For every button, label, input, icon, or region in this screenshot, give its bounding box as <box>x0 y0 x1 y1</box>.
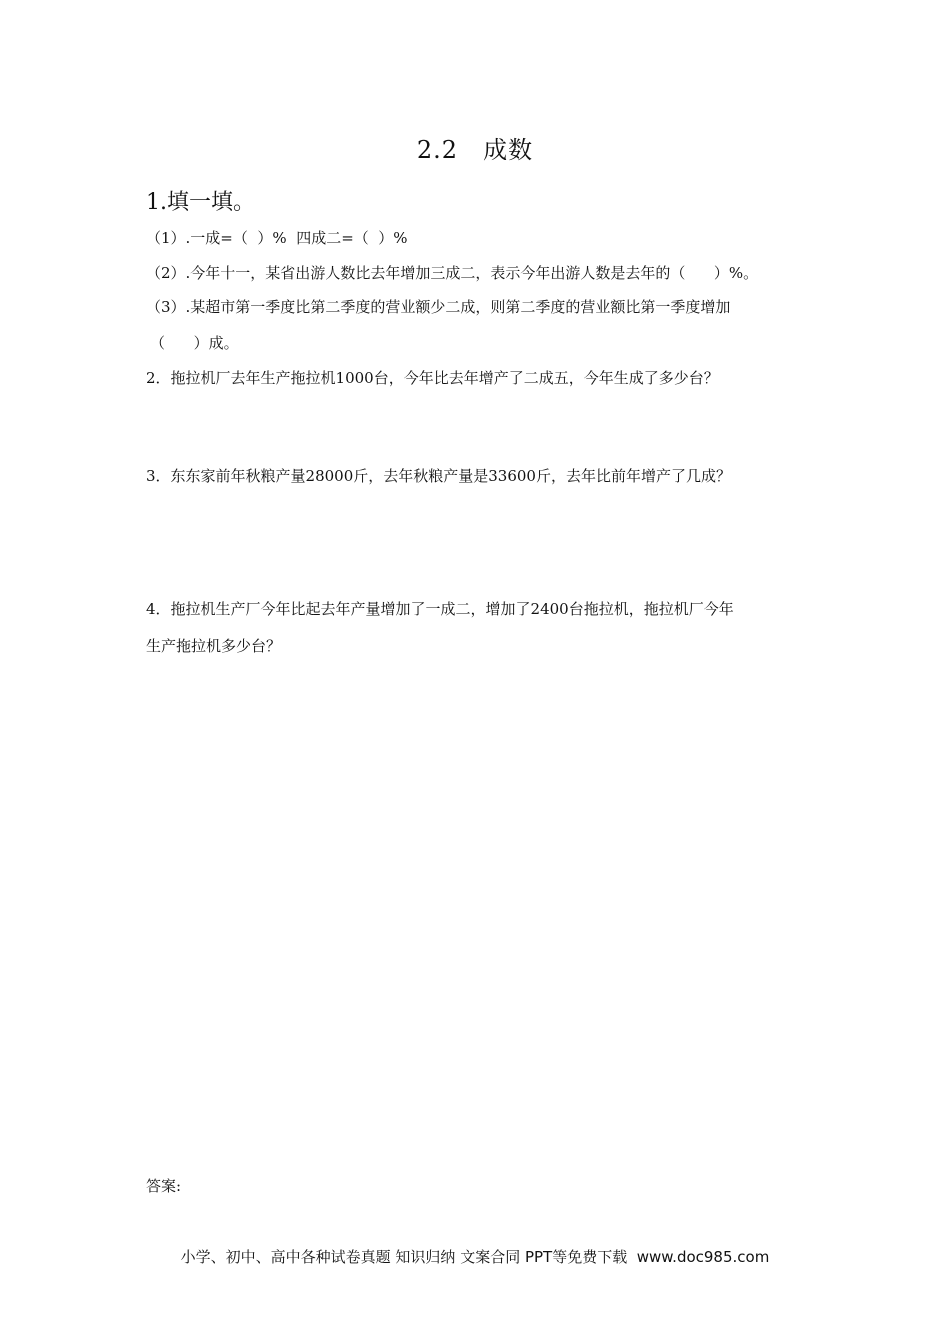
section-heading-fill-in: 1.填一填。 <box>146 190 255 215</box>
answer-label: 答案: <box>146 1177 182 1195</box>
question-4: 4．拖拉机生产厂今年比起去年产量增加了一成二，增加了2400台拖拉机，拖拉机厂今年 <box>146 600 734 618</box>
question-1-item-2: （2）.今年十一，某省出游人数比去年增加三成二，表示今年出游人数是去年的（ ）%。 <box>146 264 759 282</box>
question-1-item-3: （3）.某超市第一季度比第二季度的营业额少二成，则第二季度的营业额比第一季度增加 <box>146 298 731 316</box>
question-4-continued: 生产拖拉机多少台？ <box>146 637 282 655</box>
question-1-item-1: （1）.一成=（ ）% 四成二=（ ）% <box>146 229 408 247</box>
page-title: 2.2 成数 <box>416 136 534 164</box>
question-3: 3．东东家前年秋粮产量28000斤，去年秋粮产量是33600斤，去年比前年增产了几成？ <box>146 467 731 485</box>
page-footer: 小学、初中、高中各种试卷真题 知识归纳 文案合同 PPT等免费下载 www.doc985.com <box>180 1248 770 1266</box>
question-1-item-3-continued: （ ）成。 <box>150 334 239 352</box>
question-2: 2．拖拉机厂去年生产拖拉机1000台，今年比去年增产了二成五，今年生成了多少台？ <box>146 369 719 387</box>
